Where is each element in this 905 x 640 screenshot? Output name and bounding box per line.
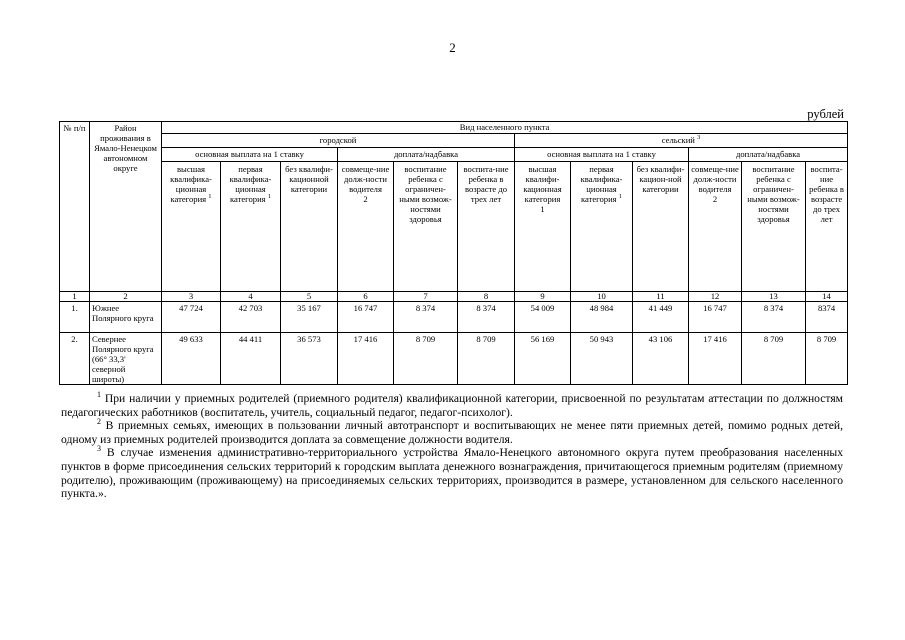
column-number: 9 (515, 292, 571, 302)
footnote-mark: 2 (97, 417, 101, 427)
table-cell: 56 169 (515, 333, 571, 385)
column-number: 14 (806, 292, 848, 302)
table-cell: 8 374 (742, 302, 806, 333)
header-rural-first (571, 162, 633, 292)
header-rural-highest-label: высшая квалифи-кационная категория (523, 164, 562, 204)
header-urban-first (221, 162, 281, 292)
column-number: 12 (689, 292, 742, 302)
table-cell: 54 009 (515, 302, 571, 333)
table-cell: 17 416 (338, 333, 394, 385)
table-cell: 50 943 (571, 333, 633, 385)
footnote-text: В приемных семьях, имеющих в пользовании личный автотранспорт и воспитывающих не менее пяти приемных детей, помимо родных детей, одному из приемных родителей производится доплата за совмещение должности водителя. (61, 419, 843, 446)
header-settlement-type: Вид населенного пункта (162, 122, 848, 134)
row-region: Севернее Полярного круга (66° 33,3' северной широты) (90, 333, 162, 385)
table-cell: 8374 (806, 302, 848, 333)
row-region: Южнее Полярного круга (90, 302, 162, 333)
header-urban-driver-label: совмеще-ние долж-ности водителя (341, 164, 390, 194)
table-cell: 44 411 (221, 333, 281, 385)
column-numbers-row (60, 292, 848, 302)
column-number: 6 (338, 292, 394, 302)
table-cell: 42 703 (221, 302, 281, 333)
footnote-ref-2: 2 (363, 194, 368, 204)
payment-table (59, 121, 848, 385)
header-rural-first-label: первая квалифика-ционная категория (580, 164, 623, 204)
table-cell: 8 709 (394, 333, 458, 385)
header-rural-driver (689, 162, 742, 292)
header-urban-base-payment: основная выплата на 1 ставку (162, 148, 338, 162)
column-number: 2 (90, 292, 162, 302)
units-label: рублей (807, 107, 844, 121)
column-number: 8 (458, 292, 515, 302)
table-cell: 47 724 (162, 302, 221, 333)
table-row (60, 302, 848, 333)
footnote-ref-1: 1 (540, 204, 545, 214)
footnote-ref-1: 1 (267, 193, 272, 201)
table-cell: 36 573 (281, 333, 338, 385)
column-number: 5 (281, 292, 338, 302)
table-cell: 17 416 (689, 333, 742, 385)
header-rural (515, 134, 848, 148)
column-number: 11 (633, 292, 689, 302)
table-cell: 35 167 (281, 302, 338, 333)
table-row (60, 333, 848, 385)
footnote-mark: 3 (97, 444, 101, 454)
row-num: 2. (60, 333, 90, 385)
header-urban-first-label: первая квалифика-ционная категория (229, 164, 272, 204)
table-cell: 16 747 (689, 302, 742, 333)
header-urban: городской (162, 134, 515, 148)
table-cell: 8 709 (742, 333, 806, 385)
header-urban-highest (162, 162, 221, 292)
header-rural-under3: воспита-ние ребенка в возрасте до трех лет (806, 162, 848, 292)
footnote-ref-2: 2 (712, 194, 718, 204)
row-num: 1. (60, 302, 90, 333)
header-urban-surcharge: доплата/надбавка (338, 148, 515, 162)
footnote-ref-3: 3 (697, 134, 701, 142)
header-rural-highest (515, 162, 571, 292)
table-cell: 8 374 (458, 302, 515, 333)
table-cell: 49 633 (162, 333, 221, 385)
page-number: 2 (449, 40, 456, 55)
footnote-mark: 1 (97, 390, 101, 400)
table-cell: 8 709 (458, 333, 515, 385)
header-urban-under3: воспита-ние ребенка в возрасте до трех лет (458, 162, 515, 292)
footnote-2 (61, 419, 843, 446)
column-number: 10 (571, 292, 633, 302)
footnote-ref-1: 1 (208, 193, 212, 201)
table-cell: 16 747 (338, 302, 394, 333)
table-cell: 43 106 (633, 333, 689, 385)
footnote-text: При наличии у приемных родителей (приемного родителя) квалификационной категории, присвоенной по результатам аттестации по должностям педагогических работников (воспитатель, учитель, социальный педагог, педагог-психолог). (61, 392, 843, 419)
header-rural-none: без квалифи-кацион-ной категории (633, 162, 689, 292)
header-urban-driver (338, 162, 394, 292)
header-rural-surcharge: доплата/надбавка (689, 148, 848, 162)
column-number: 13 (742, 292, 806, 302)
footnote-1 (61, 392, 843, 419)
footnote-ref-1: 1 (618, 193, 623, 201)
footnote-3 (61, 446, 843, 500)
column-number: 7 (394, 292, 458, 302)
header-urban-highest-label: высшая квалифика-ционная категория (170, 164, 212, 204)
footnote-text: В случае изменения административно-территориального устройства Ямало-Ненецкого автономного округа путем преобразования населенных пунктов в форме присоединения сельских территорий к городским выплата денежного вознаграждения, причитающегося приемным родителям (приемному родителю), проживающим (проживающему) на присоединяемых сельских территориях, производится в размере, установленном для сельского населенного пункта.». (61, 446, 843, 501)
header-num: № п/п (60, 122, 90, 292)
table-cell: 8 709 (806, 333, 848, 385)
header-urban-disabled: воспитание ребенка с ограничен-ными возмож-ностями здоровья (394, 162, 458, 292)
table-cell: 8 374 (394, 302, 458, 333)
header-rural-driver-label: совмеще-ние долж-ности водителя (691, 164, 739, 194)
header-urban-none: без квалифи-кационной категории (281, 162, 338, 292)
column-number: 1 (60, 292, 90, 302)
header-region: Район проживания в Ямало-Ненецком автономном округе (90, 122, 162, 292)
footnotes (61, 392, 843, 501)
column-number: 3 (162, 292, 221, 302)
header-rural-disabled: воспитание ребенка с ограничен-ными возмож-ностями здоровья (742, 162, 806, 292)
table-cell: 41 449 (633, 302, 689, 333)
header-rural-label: сельский (661, 135, 695, 145)
column-number: 4 (221, 292, 281, 302)
table-cell: 48 984 (571, 302, 633, 333)
header-rural-base-payment: основная выплата на 1 ставку (515, 148, 689, 162)
